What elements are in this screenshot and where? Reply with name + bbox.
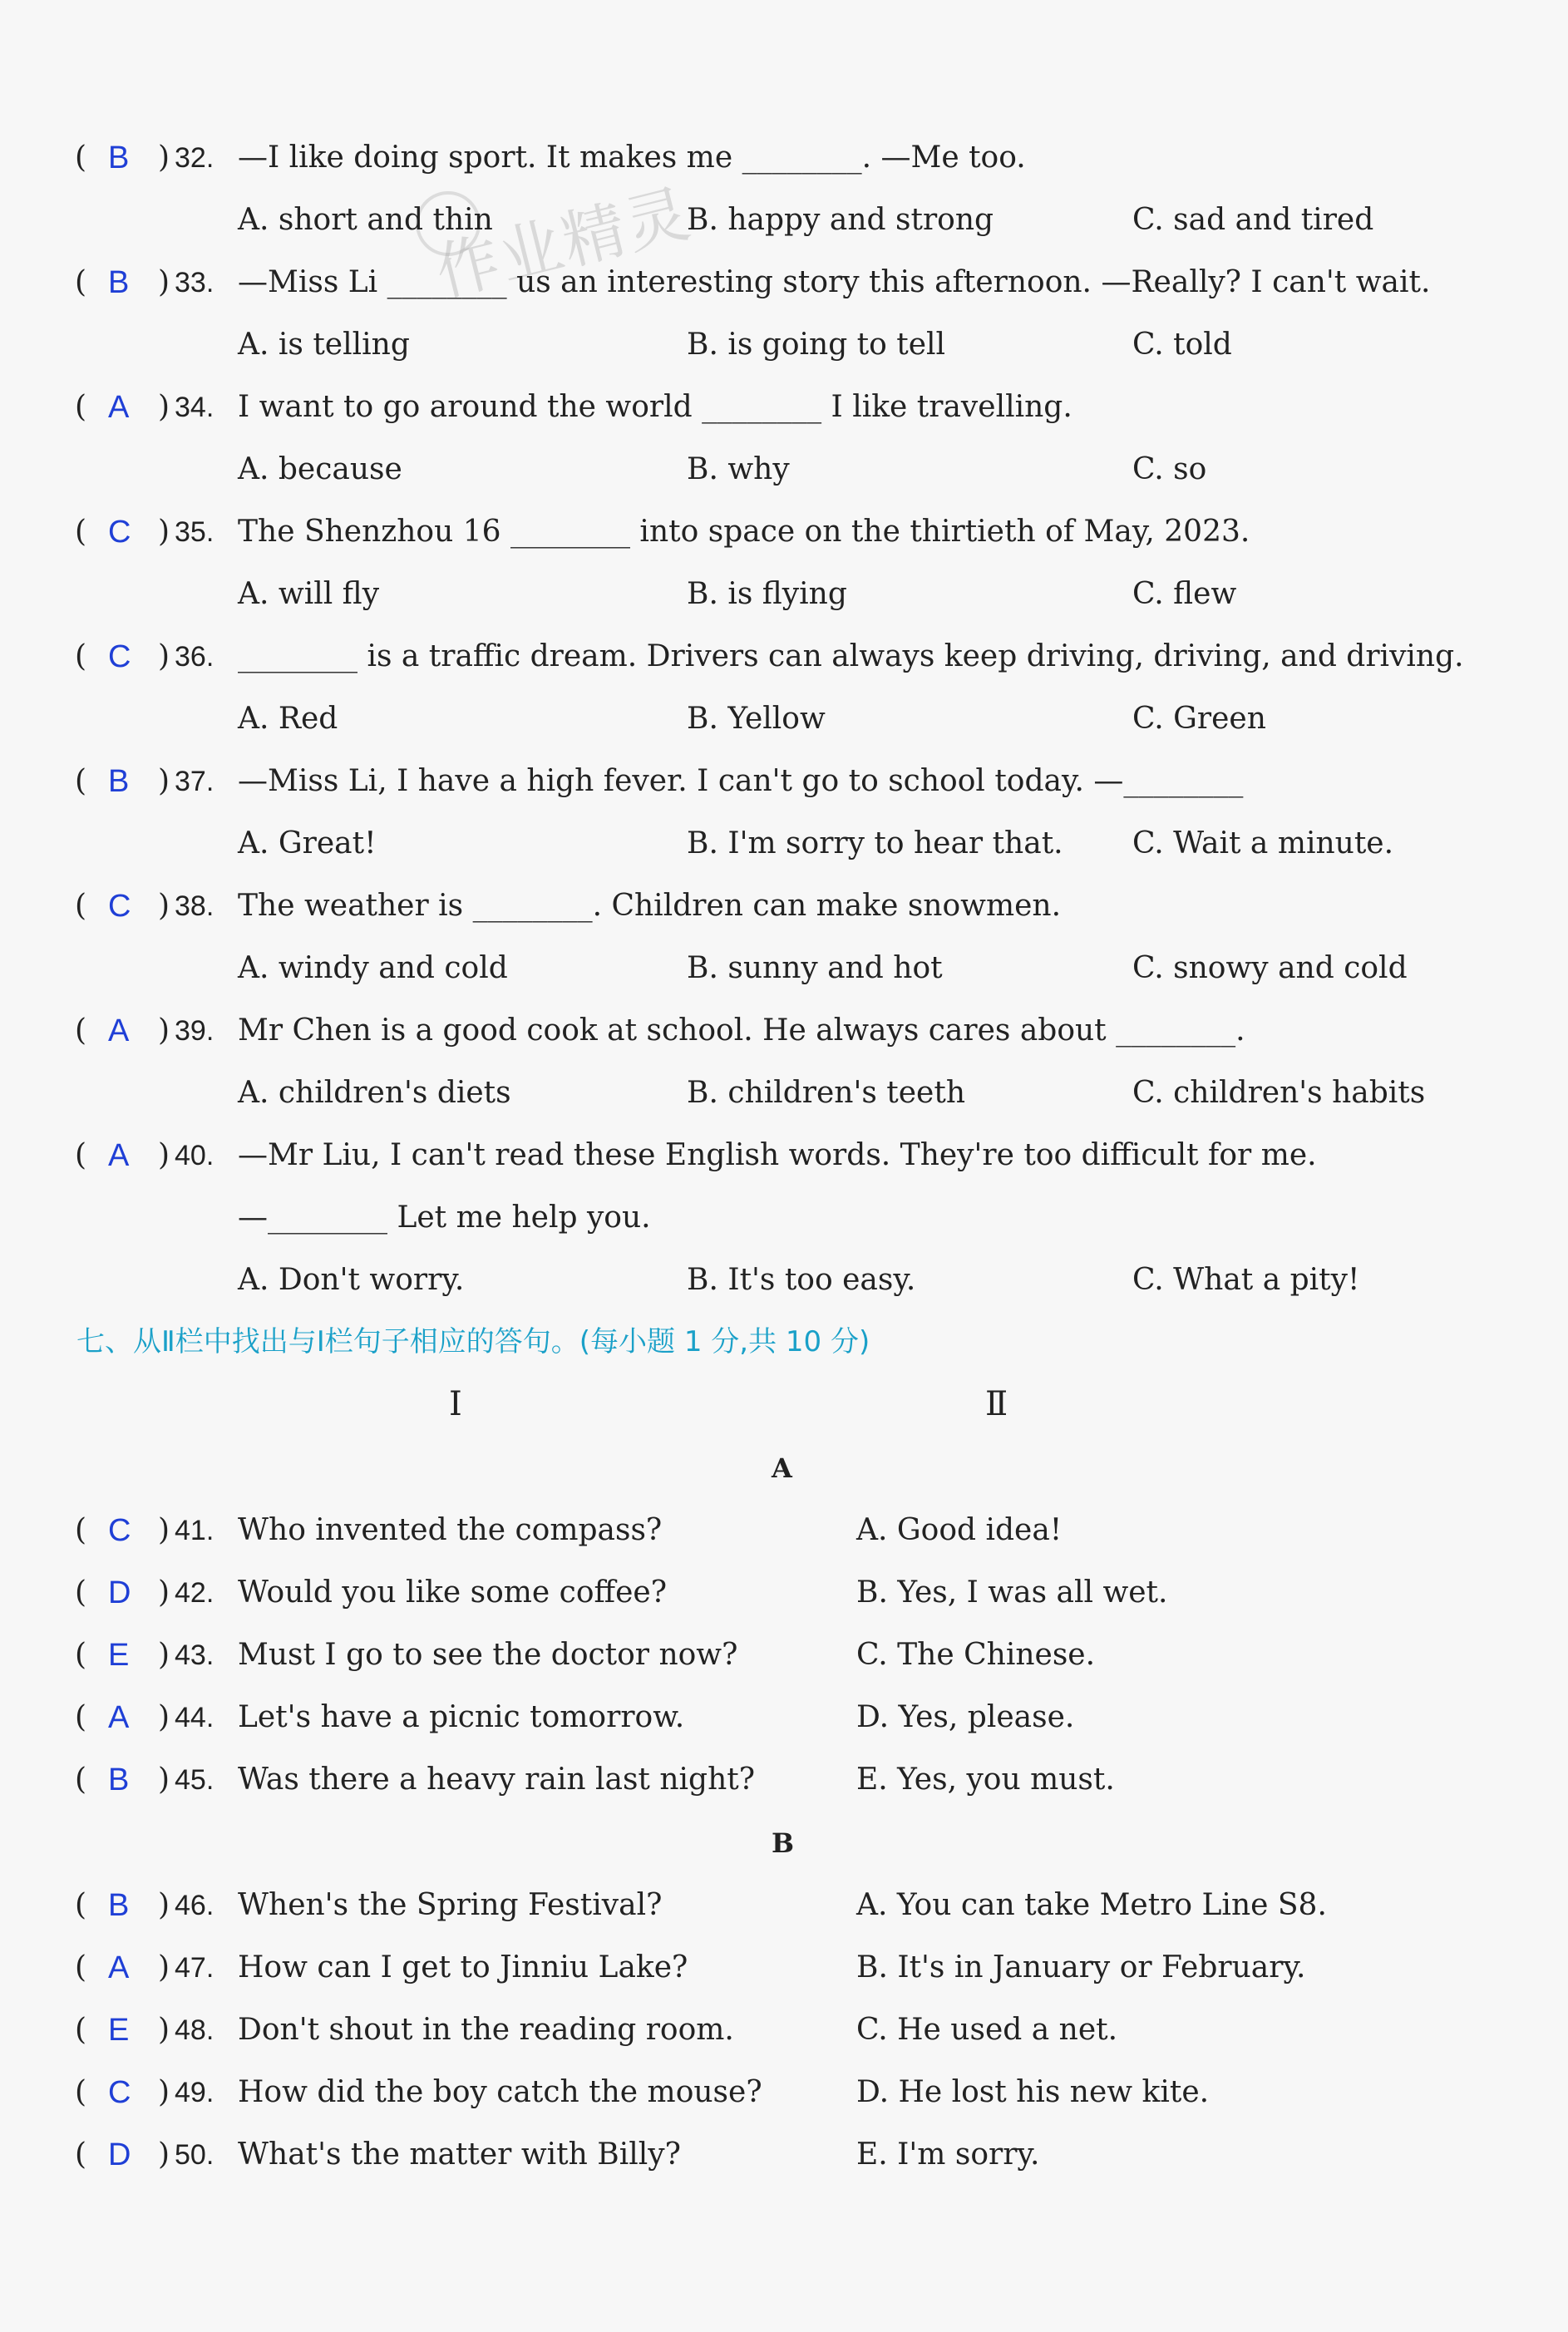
option-b: B. happy and strong: [687, 203, 994, 237]
answer-letter: A: [108, 1950, 130, 1985]
question-stem: —Miss Li, I have a high fever. I can't go to school today. —________: [238, 764, 1244, 798]
option-c: C. sad and tired: [1132, 203, 1374, 237]
question-stem: Mr Chen is a good cook at school. He always cares about ________.: [238, 1013, 1245, 1048]
response-option: A. You can take Metro Line S8.: [856, 1888, 1327, 1922]
question-text: What's the matter with Billy?: [238, 2137, 681, 2172]
answer-letter: C: [108, 1513, 131, 1548]
question-number: 39.: [175, 1015, 214, 1047]
option-c: C. told: [1132, 328, 1232, 362]
option-c: C. flew: [1132, 577, 1237, 611]
question-number: 33.: [175, 267, 214, 298]
question-text: Who invented the compass?: [238, 1513, 663, 1547]
response-option: A. Good idea!: [856, 1513, 1063, 1547]
answer-letter: B: [108, 1763, 130, 1797]
question-text: When's the Spring Festival?: [238, 1888, 663, 1922]
answer-letter: A: [108, 1013, 130, 1048]
response-option: E. I'm sorry.: [856, 2137, 1040, 2172]
response-option: B. It's in January or February.: [856, 1950, 1306, 1984]
question-stem: ________ is a traffic dream. Drivers can always keep driving, driving, and driving.: [238, 639, 1464, 673]
question-text: Let's have a picnic tomorrow.: [238, 1700, 685, 1734]
column-2-header: Ⅱ: [985, 1385, 1008, 1423]
answer-letter: E: [108, 1638, 130, 1673]
answer-letter: C: [108, 889, 131, 924]
question-text: How did the boy catch the mouse?: [238, 2075, 762, 2109]
question-number: 36.: [175, 641, 214, 673]
watermark: 作业精灵: [428, 175, 698, 311]
question-number: 40.: [175, 1140, 214, 1171]
question-text: Must I go to see the doctor now?: [238, 1638, 738, 1672]
option-a: A. Great!: [238, 826, 377, 860]
option-b: B. children's teeth: [687, 1076, 966, 1110]
answer-letter: D: [108, 2137, 131, 2172]
option-b: B. I'm sorry to hear that.: [687, 826, 1063, 860]
response-option: C. He used a net.: [856, 2013, 1118, 2047]
question-stem: —Mr Liu, I can't read these English words. They're too difficult for me.: [238, 1138, 1317, 1172]
worksheet-page: 作业精灵 ( B ) 32. —I like doing sport. It makes me ________. —Me too. A. short and thin B. happy and strong C. sad and tired ( B ) 33. —Miss Li ________ us an interesting story this afternoon. —Really? I can't wait. A. is telling B. is going to tell C. told ( A ) 34. I want to go around the world ________ I like travelling. A. because B. why C. so ( C ) 35. The Shenzhou 16 ________ into space on the thirtieth of May, 2023. A. will fly B. is flying C. flew ( C ) 36. ________ is a traffic dream. Drivers can always keep driving, driving, and driving. A. Red B. Yellow C. Green ( B ) 37. —Miss Li, I have a high fever. I can't go to school today. —________ A. Great! B. I'm sorry to hear that. C. Wait a minute. ( C ) 38. The weather is ________. Children can make snowmen. A. windy and cold B. sunny and hot C. snowy and cold ( A ) 39. Mr Chen is a good cook at school. He always cares about ________. A. children's diets B. children's teeth C. children's habits ( A ) 40. —Mr Liu, I can't read these English words. They're too difficult for me. —________ Let me help you. A. Don't worry. B. It's too easy. C. What a pity! 七、从Ⅱ栏中找出与Ⅰ栏句子相应的答句。(每小题 1 分,共 10 分) Ⅰ Ⅱ A B ( C ) 41. Who invented the compass? A. Good idea! ( D ) 42. Would you like some coffee? B. Yes, I was all wet. ( E ) 43. Must I go to see the doctor now? C. The Chinese. ( A ) 44. Let's have a picnic tomorrow. D. Yes, please. ( B ) 45. Was there a heavy rain last night? E. Yes, you must. ( B ) 46. When's the Spring Festival? A. You can take Metro Line S8. ( A ) 47. How can I get to Jinniu Lake? B. It's in January or February. ( E ) 48. Don't shout in the reading room. C. He used a net. ( C ) 49. How did the boy catch the mouse? D. He lost his new kite. ( D ) 50. What's the matter with Billy? E. I'm sorry.: [0, 0, 1568, 2332]
option-a: A. windy and cold: [238, 951, 508, 985]
option-a: A. short and thin: [238, 203, 493, 237]
question-stem: —Miss Li ________ us an interesting story this afternoon. —Really? I can't wait.: [238, 265, 1431, 299]
answer-letter: B: [108, 141, 130, 175]
question-number: 43.: [175, 1639, 214, 1671]
section-7-points: (每小题 1 分,共 10 分): [579, 1325, 870, 1358]
option-b: B. why: [687, 452, 790, 486]
response-option: D. Yes, please.: [856, 1700, 1075, 1734]
option-b: B. It's too easy.: [687, 1263, 916, 1297]
question-number: 34.: [175, 392, 214, 423]
question-number: 48.: [175, 2014, 214, 2046]
answer-letter: B: [108, 265, 130, 300]
question-stem: —I like doing sport. It makes me ________. —Me too.: [238, 141, 1026, 175]
question-number: 45.: [175, 1764, 214, 1796]
option-c: C. children's habits: [1132, 1076, 1426, 1110]
question-stem: I want to go around the world ________ I like travelling.: [238, 390, 1072, 424]
question-text: Would you like some coffee?: [238, 1575, 668, 1610]
response-option: C. The Chinese.: [856, 1638, 1096, 1672]
group-a-header: A: [772, 1452, 792, 1484]
option-b: B. is going to tell: [687, 328, 946, 362]
option-a: A. Red: [238, 702, 338, 736]
question-number: 38.: [175, 890, 214, 922]
option-c: C. Green: [1132, 702, 1266, 736]
question-stem-continued: —________ Let me help you.: [238, 1201, 651, 1235]
question-number: 42.: [175, 1577, 214, 1609]
question-text: How can I get to Jinniu Lake?: [238, 1950, 688, 1984]
question-number: 44.: [175, 1702, 214, 1733]
answer-letter: D: [108, 1575, 131, 1610]
answer-letter: C: [108, 639, 131, 674]
question-number: 32.: [175, 142, 214, 174]
question-text: Don't shout in the reading room.: [238, 2013, 734, 2047]
option-c: C. so: [1132, 452, 1207, 486]
question-number: 50.: [175, 2139, 214, 2171]
answer-letter: E: [108, 2013, 130, 2048]
question-text: Was there a heavy rain last night?: [238, 1763, 756, 1797]
answer-letter: B: [108, 764, 130, 799]
option-c: C. What a pity!: [1132, 1263, 1360, 1297]
response-option: D. He lost his new kite.: [856, 2075, 1210, 2109]
answer-letter: A: [108, 1138, 130, 1173]
question-number: 41.: [175, 1515, 214, 1546]
option-b: B. sunny and hot: [687, 951, 943, 985]
answer-letter: C: [108, 2075, 131, 2110]
question-stem: The Shenzhou 16 ________ into space on the thirtieth of May, 2023.: [238, 515, 1250, 549]
question-number: 37.: [175, 766, 214, 797]
option-a: A. because: [238, 452, 402, 486]
option-a: A. will fly: [238, 577, 380, 611]
response-option: E. Yes, you must.: [856, 1763, 1115, 1797]
answer-letter: A: [108, 390, 130, 425]
option-c: C. Wait a minute.: [1132, 826, 1394, 860]
group-b-header: B: [772, 1827, 795, 1859]
answer-letter: A: [108, 1700, 130, 1735]
section-7-title: [76, 1322, 870, 1362]
option-a: A. is telling: [238, 328, 410, 362]
option-c: C. snowy and cold: [1132, 951, 1408, 985]
answer-letter: B: [108, 1888, 130, 1923]
column-1-header: Ⅰ: [449, 1385, 462, 1423]
question-number: 46.: [175, 1890, 214, 1921]
question-number: 35.: [175, 516, 214, 548]
option-a: A. Don't worry.: [238, 1263, 465, 1297]
option-b: B. Yellow: [687, 702, 826, 736]
option-b: B. is flying: [687, 577, 847, 611]
answer-letter: C: [108, 515, 131, 550]
question-number: 47.: [175, 1952, 214, 1984]
section-7-title-text: 七、从Ⅱ栏中找出与Ⅰ栏句子相应的答句。: [76, 1325, 579, 1358]
question-stem: The weather is ________. Children can make snowmen.: [238, 889, 1062, 923]
question-number: 49.: [175, 2077, 214, 2108]
response-option: B. Yes, I was all wet.: [856, 1575, 1168, 1610]
option-a: A. children's diets: [238, 1076, 511, 1110]
